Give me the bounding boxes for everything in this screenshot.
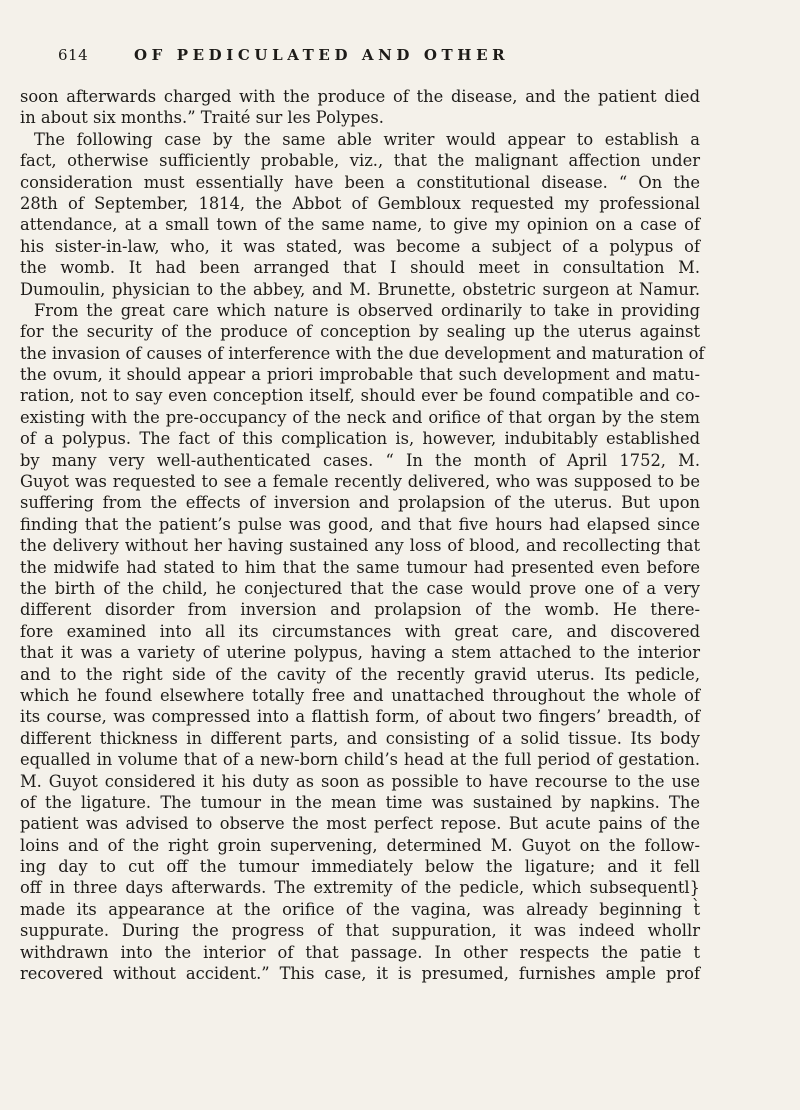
body-text [20,86,705,984]
text-line: that it was a variety of uterine polypus, having a stem attached to the interior [20,643,700,663]
text-line: patient was advised to observe the most perfect repose. But acute pains of the [20,814,700,834]
text-line: different thickness in different parts, and consisting of a solid tissue. Its body [20,728,700,748]
text-line: Guyot was requested to see a female recently delivered, who was supposed to be [20,472,700,492]
text-line: off in three days afterwards. The extremity of the pedicle, which subsequentl} [20,878,700,898]
text-line: its course, was compressed into a flattish form, of about two fingers’ breadth, of [20,707,700,727]
text-line: by many very well-authenticated cases. “ In the month of April 1752, M. [20,450,700,470]
text-line: suppurate. During the progress of that suppuration, it was indeed whollr [20,921,700,941]
running-title: OF PEDICULATED AND OTHER [134,46,510,64]
text-line: the midwife had stated to him that the same tumour had presented even before [20,557,700,577]
text-line: existing with the pre-occupancy of the neck and orifice of that organ by the stem [20,407,700,427]
running-head [58,22,738,62]
text-line: finding that the patient’s pulse was good, and that five hours had elapsed since [20,514,700,534]
text-line: of the ligature. The tumour in the mean time was sustained by napkins. The [20,792,700,812]
text-line: loins and of the right groin supervening, determined M. Guyot on the follow- [20,835,700,855]
text-line: M. Guyot considered it his duty as soon as possible to have recourse to the use [20,771,700,791]
text-line: equalled in volume that of a new-born child’s head at the full period of gestation. [20,750,700,770]
text-line: the ovum, it should appear a priori improbable that such development and matu- [20,365,700,385]
text-line: attendance, at a small town of the same name, to give my opinion on a case of [20,215,700,235]
text-line: consideration must essentially have been a constitutional disease. “ On the [20,172,700,192]
text-line: soon afterwards charged with the produce of the disease, and the patient died [20,87,700,106]
text-line: withdrawn into the interior of that passage. In other respects the patie t [20,942,700,962]
text-line: fore examined into all its circumstances with great care, and discovered [20,621,700,641]
text-line: which he found elsewhere totally free and unattached throughout the whole of [20,685,700,705]
text-line: for the security of the produce of conception by sealing up the uterus against [20,322,700,342]
text-line: the womb. It had been arranged that I should meet in consultation M. [20,258,700,278]
text-line: From the great care which nature is observed ordinarily to take in providing [34,300,700,320]
text-line: different disorder from inversion and prolapsion of the womb. He there- [20,600,700,620]
text-line: and to the right side of the cavity of the recently gravid uterus. Its pedicle, [20,664,700,684]
text-line: of a polypus. The fact of this complication is, however, indubitably established [20,429,700,449]
text-line: ration, not to say even conception itself, should ever be found compatible and co- [20,386,700,406]
text-line: The following case by the same able writer would appear to establish a [34,129,700,149]
text-line: 28th of September, 1814, the Abbot of Gembloux requested my professional [20,193,700,213]
text-line: fact, otherwise sufficiently probable, viz., that the malignant affection under [20,151,700,171]
book-page [58,22,738,62]
text-line: recovered without accident.” This case, it is presumed, furnishes ample prof [20,964,700,984]
text-line: ing day to cut off the tumour immediately below the ligature; and it fell [20,857,700,877]
text-line: Dumoulin, physician to the abbey, and M. Brunette, obstetric surgeon at Namur. [20,279,700,299]
text-line: suffering from the effects of inversion and prolapsion of the uterus. But upon [20,493,700,513]
text-line: in about six months.” Traité sur les Polypes. [20,108,384,128]
text-line: the delivery without her having sustained any loss of blood, and recollecting that [20,536,700,556]
text-line: the birth of the child, he conjectured that the case would prove one of a very [20,578,700,598]
text-line: the invasion of causes of interference with the due development and maturation of [20,343,705,363]
page-number: 614 [58,46,89,64]
text-line: his sister-in-law, who, it was stated, was become a subject of a polypus of [20,236,700,256]
text-line: made its appearance at the orifice of the vagina, was already beginning t̀ [20,899,700,919]
